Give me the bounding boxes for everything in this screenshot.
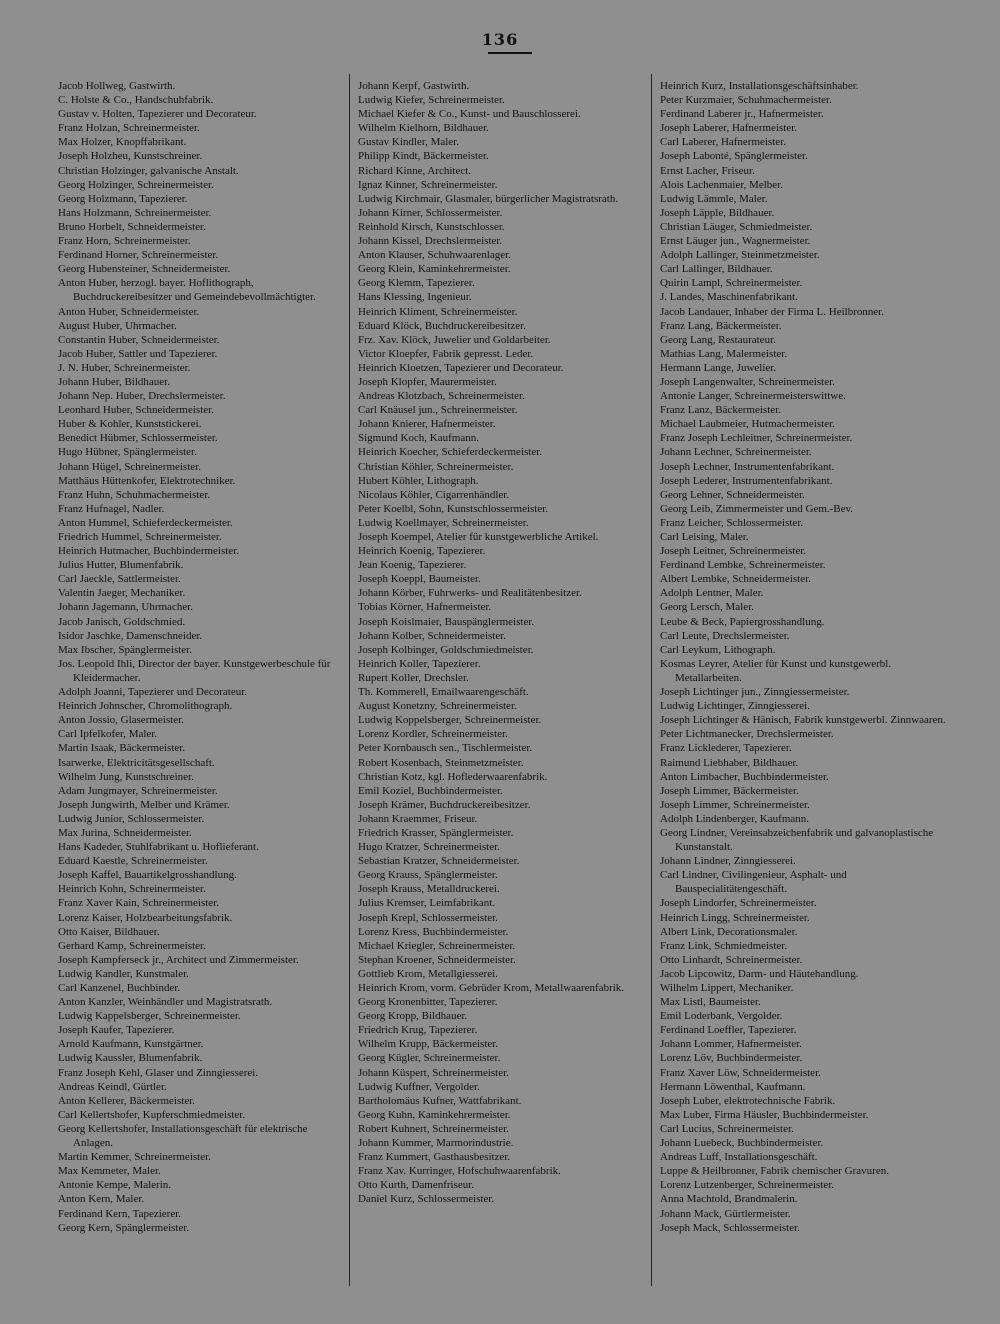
directory-entry: Georg Kern, Spänglermeister. (58, 1221, 190, 1234)
directory-column-2 (358, 79, 640, 1207)
directory-entry: Jacob Lipcowitz, Darm- und Häutehandlung. (660, 967, 859, 980)
directory-entry: Georg Kuhn, Kaminkehrermeister. (358, 1108, 511, 1121)
directory-entry: Anton Kellerer, Bäckermeister. (58, 1094, 196, 1107)
directory-entry: Franz Licklederer, Tapezierer. (660, 742, 792, 755)
directory-entry: Heinrich Johnscher, Chromolithograph. (58, 700, 233, 713)
directory-entry: Hans Kadeder, Stuhlfabrikant u. Hoflieferant. (58, 841, 259, 854)
directory-entry: Andreas Klotzbach, Schreinermeister. (358, 390, 525, 403)
directory-entry: Anton Hummel, Schieferdeckermeister. (58, 516, 233, 529)
directory-entry: Adolph Lentner, Maler. (660, 587, 764, 600)
directory-entry: Carl Leising, Maler. (660, 531, 749, 543)
directory-entry: Adolph Lindenberger, Kaufmann. (660, 812, 810, 825)
directory-entry: Franz Link, Schmiedmeister. (660, 939, 788, 952)
directory-entry: Hugo Kratzer, Schreinermeister. (358, 841, 500, 854)
directory-entry: Gustav Kindler, Maler. (358, 136, 459, 149)
directory-entry: Georg Kropp, Bildhauer. (358, 1010, 468, 1023)
directory-entry: Georg Klein, Kaminkehrermeister. (358, 263, 511, 276)
directory-entry: Johann Jagemann, Uhrmacher. (58, 601, 194, 614)
directory-entry: Emil Koziel, Buchbindermeister. (358, 784, 503, 797)
directory-entry: Carl Ipfelkofer, Maler. (58, 728, 158, 741)
directory-entry: Christian Kotz, kgl. Hoflederwaarenfabrik. (358, 770, 548, 783)
directory-entry: Alois Lachenmaier, Melber. (660, 178, 783, 191)
directory-entry: Carl Leykum, Lithograph. (660, 643, 776, 656)
directory-entry: Ferdinand Laberer jr., Hafnermeister. (660, 108, 824, 121)
directory-entry: August Konetzny, Schreinermeister. (358, 700, 517, 713)
directory-entry: Joseph Luber, elektrotechnische Fabrik. (660, 1094, 836, 1107)
directory-entry: Georg Hubensteiner, Schneidermeister. (58, 263, 231, 276)
directory-entry: Martin Isaak, Bäckermeister. (58, 742, 186, 755)
directory-entry: Ludwig Kandler, Kunstmaler. (58, 967, 189, 980)
directory-entry: Bartholomäus Kufner, Wattfabrikant. (358, 1094, 522, 1107)
directory-entry: Carl Lallinger, Bildhauer. (660, 263, 773, 276)
directory-entry: Leube & Beck, Papiergrosshandlung. (660, 615, 825, 628)
directory-entry: Friedrich Krug, Tapezierer. (358, 1024, 478, 1037)
directory-entry: Joseph Laberer, Hafnermeister. (660, 122, 798, 135)
directory-entry: Ludwig Koppelsberger, Schreinermeister. (358, 714, 542, 727)
directory-entry: Franz Lanz, Bäckermeister. (660, 404, 781, 417)
directory-entry: August Huber, Uhrmacher. (58, 319, 177, 332)
directory-entry: Anton Limbacher, Buchbindermeister. (660, 770, 829, 783)
directory-entry: Heinrich Hutmacher, Buchbindermeister. (58, 545, 240, 558)
directory-entry: Ludwig Kaussler, Blumenfabrik. (58, 1052, 203, 1065)
directory-entry: Georg Lang, Restaurateur. (660, 333, 776, 346)
directory-entry: Joseph Lichtinger jun., Zinngiessermeister. (660, 686, 850, 699)
directory-entry: Joseph Koislmaier, Bauspänglermeister. (358, 615, 535, 628)
directory-entry: Christian Holzinger, galvanische Anstalt. (58, 164, 239, 177)
directory-entry: Franz Lang, Bäckermeister. (660, 319, 782, 332)
directory-entry: Joseph Labonté, Spänglermeister. (660, 150, 808, 163)
directory-entry: Joseph Lechner, Instrumentenfabrikant. (660, 460, 835, 473)
directory-entry: Adolph Lallinger, Steinmetzmeister. (660, 249, 820, 262)
directory-entry: Jean Koenig, Tapezierer. (358, 559, 467, 572)
directory-entry: Richard Kinne, Architect. (358, 164, 472, 177)
directory-entry: Johann Nep. Huber, Drechslermeister. (58, 390, 226, 403)
directory-entry: Joseph Lederer, Instrumentenfabrikant. (660, 474, 833, 487)
directory-entry: Georg Lindner, Vereinsabzeichenfabrik und galvanoplastische Kunstanstalt. (660, 826, 934, 854)
directory-entry: Max Kemmeter, Maler. (58, 1165, 161, 1178)
directory-entry: Joseph Mack, Schlossermeister. (660, 1221, 800, 1234)
directory-entry: Valentin Jaeger, Mechaniker. (58, 587, 186, 600)
directory-entry: Ernst Lacher, Friseur. (660, 164, 755, 177)
directory-entry: Ludwig Kappelsberger, Schreinermeister. (58, 1010, 241, 1023)
directory-entry: Lorenz Kaiser, Holzbearbeitungsfabrik. (58, 911, 233, 924)
directory-entry: Heinrich Koller, Tapezierer. (358, 657, 481, 670)
directory-entry: Joseph Lindorfer, Schreinermeister. (660, 897, 817, 910)
directory-entry: Peter Lichtmanecker, Drechslermeister. (660, 728, 834, 741)
directory-entry: Joseph Krämer, Buchdruckereibesitzer. (358, 798, 531, 811)
directory-entry: Reinhold Kirsch, Kunstschlosser. (358, 220, 505, 233)
directory-entry: Constantin Huber, Schneidermeister. (58, 333, 220, 346)
directory-entry: Joseph Limmer, Bäckermeister. (660, 784, 799, 797)
directory-entry: Joseph Koeppl, Baumeister. (358, 573, 481, 586)
directory-entry: Georg Krauss, Spänglermeister. (358, 869, 498, 882)
directory-entry: Jacob Huber, Sattler und Tapezierer. (58, 347, 218, 360)
directory-entry: Julius Kremser, Leimfabrikant. (358, 897, 496, 910)
directory-entry: Carl Lindner, Civilingenieur, Asphalt- und Bauspecialitätengeschäft. (660, 869, 847, 896)
directory-entry: Ludwig Junior, Schlossermeister. (58, 812, 205, 825)
directory-entry: Antonie Langer, Schreinermeisterswittwe. (660, 390, 846, 403)
directory-entry: Lorenz Kress, Buchbindermeister. (358, 925, 509, 938)
directory-entry: Anton Huber, Schneidermeister. (58, 305, 200, 318)
directory-entry: Jacob Janisch, Goldschmied. (58, 615, 186, 628)
directory-entry: Ferdinand Kern, Tapezierer. (58, 1207, 182, 1220)
directory-entry: Joseph Krauss, Metalldruckerei. (358, 883, 500, 896)
directory-entry: Luppe & Heilbronner, Fabrik chemischer Gravuren. (660, 1165, 889, 1178)
directory-entry: Michael Kriegler, Schreinermeister. (358, 939, 516, 952)
directory-entry: Gottlieb Krom, Metallgiesserei. (358, 967, 498, 980)
directory-entry: Ludwig Kiefer, Schreinermeister. (358, 94, 505, 107)
directory-entry: Johann Mack, Gürtlermeister. (660, 1207, 791, 1220)
directory-entry: Johann Lindner, Zinngiesserei. (660, 855, 796, 868)
directory-entry: Eduard Klöck, Buchdruckereibesitzer. (358, 319, 526, 332)
directory-entry: Albert Lembke, Schneidermeister. (660, 573, 811, 586)
directory-entry: Franz Horn, Schreinermeister. (58, 235, 191, 248)
directory-entry: Joseph Klopfer, Maurermeister. (358, 375, 497, 388)
directory-entry: Friedrich Krasser, Spänglermeister. (358, 826, 514, 839)
directory-entry: Robert Kuhnert, Schreinermeister. (358, 1122, 509, 1135)
directory-entry: Johann Huber, Bildhauer. (58, 375, 170, 388)
directory-entry: Joseph Holzheu, Kunstschreiner. (58, 150, 203, 163)
directory-entry: Johann Luebeck, Buchbindermeister. (660, 1137, 824, 1150)
directory-entry: Johann Körber, Fuhrwerks- und Realitätenbesitzer. (358, 587, 582, 600)
directory-entry: Christian Läuger, Schmiedmeister. (660, 220, 813, 233)
directory-entry: Isarwerke, Elektricitätsgesellschaft. (58, 756, 215, 769)
directory-entry: Matthäus Hüttenkofer, Elektrotechniker. (58, 474, 236, 487)
directory-entry: Kosmas Leyrer, Atelier für Kunst und kunstgewerbl. Metallarbeiten. (660, 657, 892, 684)
directory-entry: Robert Kosenbach, Steinmetzmeister. (358, 756, 524, 769)
directory-entry: Ludwig Kirchmair, Glasmaler, bürgerlicher Magistratsrath. (358, 192, 619, 205)
directory-entry: Christian Köhler, Schreinermeister. (358, 460, 514, 473)
directory-entry: Heinrich Koecher, Schieferdeckermeister. (358, 446, 543, 459)
directory-entry: Bruno Horbelt, Schneidermeister. (58, 220, 206, 233)
directory-entry: Anton Kanzler, Weinhändler und Magistratsrath. (58, 996, 273, 1009)
directory-entry: Philipp Kindt, Bäckermeister. (358, 150, 489, 163)
directory-entry: Anton Kern, Maler. (58, 1193, 145, 1206)
directory-entry: J. N. Huber, Schreinermeister. (58, 361, 191, 374)
directory-entry: Lorenz Löv, Buchbindermeister. (660, 1052, 803, 1065)
directory-entry: Adolph Joanni, Tapezierer und Decorateur. (58, 686, 248, 699)
directory-entry: Joseph Krepl, Schlossermeister. (358, 911, 498, 924)
directory-entry: Michael Laubmeier, Hutmachermeister. (660, 418, 835, 431)
directory-entry: Otto Kaiser, Bildhauer. (58, 925, 160, 938)
directory-entry: Carl Jaeckle, Sattlermeister. (58, 573, 181, 586)
directory-entry: Heinrich Lingg, Schreinermeister. (660, 911, 810, 924)
directory-entry: Franz Joseph Lechleitner, Schreinermeister. (660, 432, 853, 445)
directory-entry: Carl Kellertshofer, Kupferschmiedmeister. (58, 1108, 246, 1121)
directory-entry: Joseph Kaufer, Tapezierer. (58, 1024, 175, 1037)
directory-entry: Martin Kemmer, Schreinermeister. (58, 1151, 211, 1164)
directory-entry: Ludwig Lichtinger, Zinngiesserei. (660, 700, 810, 713)
directory-entry: Johann Kissel, Drechslermeister. (358, 235, 503, 248)
directory-entry: Georg Holzmann, Tapezierer. (58, 192, 188, 205)
directory-entry: Heinrich Kloetzen, Tapezierer und Decorateur. (358, 361, 564, 374)
directory-entry: Franz Leicher, Schlossermeister. (660, 516, 804, 529)
directory-entry: Ferdinand Lembke, Schreinermeister. (660, 559, 826, 572)
directory-entry: Georg Lersch, Maler. (660, 601, 754, 614)
directory-entry: Heinrich Koenig, Tapezierer. (358, 545, 486, 558)
directory-entry: Georg Leib, Zimmermeister und Gem.-Bev. (660, 502, 854, 515)
directory-entry: Hugo Hübner, Spänglermeister. (58, 446, 197, 459)
directory-entry: Franz Xaver Löw, Schneidermeister. (660, 1066, 821, 1079)
directory-entry: Carl Kanzenel, Buchbinder. (58, 982, 181, 994)
directory-entry: Georg Lehner, Schneidermeister. (660, 488, 805, 501)
directory-entry: Antonie Kempe, Malerin. (58, 1179, 172, 1192)
directory-entry: Johann Hügel, Schreinermeister. (58, 460, 201, 473)
directory-entry: Heinrich Kurz, Installationsgeschäftsinhaber. (660, 80, 859, 92)
column-divider (651, 74, 652, 1286)
directory-entry: Ludwig Kuffner, Vergolder. (358, 1080, 480, 1093)
directory-entry: Joseph Läpple, Bildhauer. (660, 206, 775, 219)
directory-entry: Franz Huhn, Schuhmachermeister. (58, 488, 211, 501)
directory-entry: Otto Kurth, Damenfriseur. (358, 1179, 475, 1192)
directory-entry: Julius Hutter, Blumenfabrik. (58, 559, 184, 572)
directory-entry: Hermann Lange, Juwelier. (660, 361, 777, 374)
directory-entry: Max Holzer, Knopffabrikant. (58, 136, 187, 149)
directory-entry: Adam Jungmayer, Schreinermeister. (58, 784, 218, 797)
directory-entry: Ludwig Koellmayer, Schreinermeister. (358, 516, 529, 529)
directory-entry: Emil Loderbank, Vergolder. (660, 1010, 783, 1023)
directory-entry: Wilhelm Krupp, Bäckermeister. (358, 1038, 499, 1051)
directory-entry: Andreas Luff, Installationsgeschäft. (660, 1151, 818, 1164)
directory-entry: Heinrich Kliment, Schreinermeister. (358, 305, 518, 318)
directory-entry: Friedrich Hummel, Schreinermeister. (58, 531, 222, 543)
directory-entry: Joseph Lichtinger & Hänisch, Fabrik kunstgewerbl. Zinnwaaren. (660, 714, 946, 727)
directory-entry: Jos. Leopold Ihli, Director der bayer. Kunstgewerbeschule für Kleidermacher. (58, 657, 331, 684)
directory-entry: Sigmund Koch, Kaufmann. (358, 432, 479, 445)
directory-entry: Joseph Leitner, Schreinermeister. (660, 545, 807, 558)
directory-column-3 (660, 79, 948, 1235)
directory-entry: Franz Joseph Kehl, Glaser und Zinngiesserei. (58, 1066, 259, 1079)
directory-entry: Gustav v. Holten, Tapezierer und Decorateur. (58, 108, 257, 121)
directory-entry: Raimund Liebhaber, Bildhauer. (660, 756, 799, 769)
directory-entry: Hans Klessing, Ingenieur. (358, 291, 472, 304)
directory-entry: Mathias Lang, Malermeister. (660, 347, 788, 360)
directory-entry: Isidor Jaschke, Damenschneider. (58, 629, 203, 642)
directory-entry: Heinrich Krom, vorm. Gebrüder Krom, Metallwaarenfabrik. (358, 982, 625, 994)
directory-entry: Johann Knierer, Hafnermeister. (358, 418, 496, 431)
directory-entry: Huber & Kohler, Kunststickerei. (58, 418, 202, 431)
directory-entry: Michael Kiefer & Co., Kunst- und Bauschlosserei. (358, 108, 581, 121)
directory-entry: Johann Kolber, Schneidermeister. (358, 629, 507, 642)
directory-entry: Stephan Kroener, Schneidermeister. (358, 953, 516, 966)
directory-entry: Wilhelm Jung, Kunstschreiner. (58, 770, 194, 783)
directory-entry: J. Landes, Maschinenfabrikant. (660, 291, 798, 304)
directory-entry: Carl Leute, Drechslermeister. (660, 629, 790, 642)
page-number: 136 (481, 30, 519, 49)
directory-entry: Ignaz Kinner, Schreinermeister. (358, 178, 498, 191)
directory-entry: Wilhelm Lippert, Mechaniker. (660, 982, 794, 994)
directory-entry: Ferdinand Horner, Schreinermeister. (58, 249, 219, 262)
directory-entry: Lorenz Lutzenberger, Schreinermeister. (660, 1179, 835, 1192)
directory-entry: Daniel Kurz, Schlossermeister. (358, 1193, 495, 1206)
directory-entry: Ernst Läuger jun., Wagnermeister. (660, 235, 811, 248)
directory-entry: Johann Kirner, Schlossermeister. (358, 206, 503, 219)
directory-entry: Peter Kurzmaier, Schuhmachermeister. (660, 94, 832, 107)
directory-entry: Max Ibscher, Spänglermeister. (58, 643, 192, 656)
directory-entry: Anton Jossio, Glasermeister. (58, 714, 184, 727)
directory-entry: Joseph Langenwalter, Schreinermeister. (660, 375, 835, 388)
directory-entry: Anton Klauser, Schuhwaarenlager. (358, 249, 511, 262)
directory-entry: Anna Machtold, Brandmalerin. (660, 1193, 798, 1206)
directory-entry: Franz Hufnagel, Nadler. (58, 502, 165, 515)
page-number-underline (488, 52, 532, 54)
directory-entry: Albert Link, Decorationsmaler. (660, 925, 798, 938)
directory-entry: Victor Kloepfer, Fabrik gepresst. Leder. (358, 347, 534, 360)
directory-entry: Lorenz Kordler, Schreinermeister. (358, 728, 508, 741)
directory-entry: C. Holste & Co., Handschuhfabrik. (58, 94, 214, 107)
directory-entry: Georg Kügler, Schreinermeister. (358, 1052, 501, 1065)
directory-entry: Tobias Körner, Hafnermeister. (358, 601, 492, 614)
directory-entry: Georg Holzinger, Schreinermeister. (58, 178, 214, 191)
directory-entry: Franz Xav. Kurringer, Hofschuhwaarenfabrik. (358, 1165, 561, 1178)
directory-entry: Joseph Kampferseck jr., Architect und Zimmermeister. (58, 953, 299, 966)
directory-entry: Johann Kraemmer, Friseur. (358, 812, 478, 825)
directory-entry: Nicolaus Köhler, Cigarrenhändler. (358, 488, 510, 501)
directory-entry: Johann Lommer, Hafnermeister. (660, 1038, 802, 1051)
directory-entry: Max Jurina, Schneidermeister. (58, 826, 192, 839)
directory-entry: Hans Holzmann, Schreinermeister. (58, 206, 212, 219)
directory-entry: Peter Kornbausch sen., Tischlermeister. (358, 742, 533, 755)
directory-entry: Max Luber, Firma Häusler, Buchbindermeister. (660, 1108, 869, 1121)
directory-entry: Joseph Koempel, Atelier für kunstgewerbliche Artikel. (358, 531, 599, 543)
directory-entry: Ludwig Lämmle, Maler. (660, 192, 768, 205)
directory-entry: Arnold Kaufmann, Kunstgärtner. (58, 1038, 204, 1051)
directory-entry: Joseph Limmer, Schreinermeister. (660, 798, 810, 811)
directory-entry: Benedict Hübmer, Schlossermeister. (58, 432, 218, 445)
directory-entry: Georg Kronenbitter, Tapezierer. (358, 996, 498, 1009)
directory-entry: Johann Kerpf, Gastwirth. (358, 80, 470, 92)
directory-entry: Peter Koelbl, Sohn, Kunstschlossermeister. (358, 502, 549, 515)
directory-entry: Carl Lucius, Schreinermeister. (660, 1122, 794, 1135)
directory-entry: Gerhard Kamp, Schreinermeister. (58, 939, 206, 952)
directory-entry: Joseph Kaffel, Bauartikelgrosshandlung. (58, 869, 237, 882)
directory-entry: Andreas Keindl, Gürtler. (58, 1080, 167, 1093)
directory-entry: Th. Kommerell, Emailwaarengeschäft. (358, 686, 529, 699)
directory-entry: Carl Laberer, Hafnermeister. (660, 136, 786, 149)
directory-entry: Hubert Köhler, Lithograph. (358, 474, 479, 487)
directory-entry: Ferdinand Loeffler, Tapezierer. (660, 1024, 797, 1037)
directory-entry: Eduard Kaestle, Schreinermeister. (58, 855, 208, 868)
directory-entry: Max Listl, Baumeister. (660, 996, 761, 1009)
directory-entry: Anton Huber, herzogl. bayer. Hoflithograph, Buchdruckereibesitzer und Gemeindebevollmächtigter. (58, 277, 316, 304)
directory-entry: Georg Klemm, Tapezierer. (358, 277, 475, 290)
directory-entry: Heinrich Kohn, Schreinermeister. (58, 883, 206, 896)
directory-entry: Leonhard Huber, Schneidermeister. (58, 404, 214, 417)
directory-entry: Jacob Landauer, Inhaber der Firma L. Heilbronner. (660, 305, 885, 318)
directory-entry: Jacob Hollweg, Gastwirth. (58, 80, 176, 92)
directory-entry: Hermann Löwenthal, Kaufmann. (660, 1080, 806, 1093)
directory-entry: Quirin Lampl, Schreinermeister. (660, 277, 803, 290)
directory-entry: Joseph Jungwirth, Melber und Krämer. (58, 798, 230, 811)
directory-entry: Frz. Xav. Klöck, Juwelier und Goldarbeiter. (358, 333, 551, 346)
directory-column-1 (58, 79, 342, 1235)
directory-entry: Johann Kummer, Marmorindustrie. (358, 1137, 514, 1150)
directory-entry: Wilhelm Kielhorn, Bildhauer. (358, 122, 489, 135)
directory-entry: Georg Kellertshofer, Installationsgeschäft für elektrische Anlagen. (58, 1122, 308, 1150)
directory-entry: Franz Holzan, Schreinermeister. (58, 122, 200, 135)
directory-entry: Rupert Koller, Drechsler. (358, 671, 469, 684)
directory-entry: Otto Linhardt, Schreinermeister. (660, 953, 803, 966)
directory-entry: Franz Xaver Kain, Schreinermeister. (58, 897, 219, 910)
directory-entry: Johann Lechner, Schreinermeister. (660, 446, 812, 459)
column-divider (349, 74, 350, 1286)
directory-entry: Franz Kummert, Gasthausbesitzer. (358, 1151, 511, 1164)
directory-entry: Joseph Kolbinger, Goldschmiedmeister. (358, 643, 534, 656)
directory-entry: Johann Küspert, Schreinermeister. (358, 1066, 509, 1079)
directory-entry: Sebastian Kratzer, Schneidermeister. (358, 855, 520, 868)
directory-entry: Carl Knäusel jun., Schreinermeister. (358, 404, 518, 417)
